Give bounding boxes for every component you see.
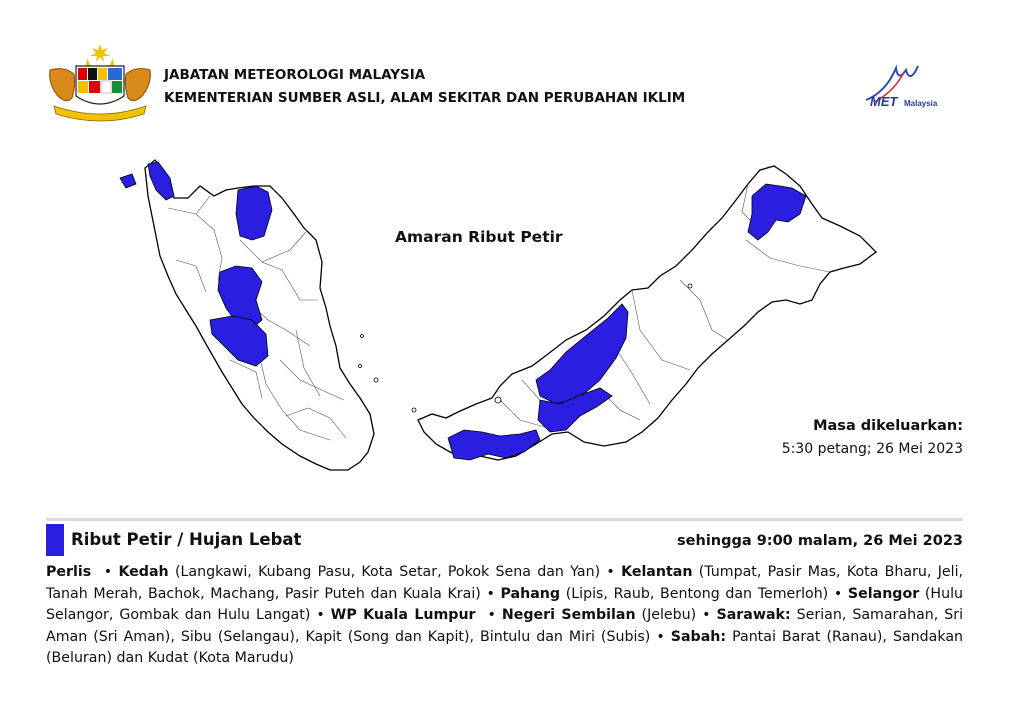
area-districts: Pantai Barat (Ranau), Sandakan (Beluran) dan Kudat (Kota Marudu): [46, 628, 964, 666]
svg-text:Malaysia: Malaysia: [904, 99, 938, 108]
area-state: Sarawak:: [716, 607, 791, 623]
svg-text:MET: MET: [870, 94, 898, 109]
area-districts: (Tumpat, Pasir Mas, Kota Bharu, Jeli, Tanah Merah, Bachok, Machang, Pasir Puteh dan Kuala Krai): [46, 564, 964, 602]
area-state: Negeri Sembilan: [501, 607, 636, 623]
affected-areas-text: Perlis • Kedah (Langkawi, Kubang Pasu, Kota Setar, Pokok Sena dan Yan) • Kelantan (Tumpat, Pasir Mas, Kota Bharu, Jeli, Tanah Merah, Bachok, Machang, Pasir Puteh dan Kuala Krai) • Pahang (Lipis, Raub, Bentong dan Temerloh) • Selangor (Hulu Selangor, Gombak dan Hulu Langat) • WP Kuala Lumpur • Negeri Sembilan (Jelebu) • Sarawak: Serian, Samarahan, Sri Aman (Sri Aman), Sibu (Selangau), Kapit (Song dan Kapit), Bintulu dan Miri (Subis) • Sabah: Pantai Barat (Ranau), Sandakan (Beluran) dan Kudat (Kota Marudu): [46, 564, 964, 666]
ministry-name: KEMENTERIAN SUMBER ASLI, ALAM SEKITAR DAN PERUBAHAN IKLIM: [164, 90, 686, 106]
area-state: WP Kuala Lumpur: [330, 607, 476, 623]
area-districts: Serian, Samarahan, Sri Aman (Sri Aman), Sibu (Selangau), Kapit (Song dan Kapit), Bintulu dan Miri (Subis): [46, 607, 964, 645]
issued-time: 5:30 petang; 26 Mei 2023: [781, 441, 963, 457]
area-state: Perlis: [46, 564, 92, 580]
legend-title: Ribut Petir / Hujan Lebat: [71, 530, 302, 549]
org-name: JABATAN METEOROLOGI MALAYSIA: [164, 67, 426, 83]
map-title: Amaran Ribut Petir: [395, 228, 563, 246]
section-divider: [46, 518, 963, 521]
area-state: Pahang: [500, 585, 561, 602]
borneo-malaysia: [418, 166, 876, 460]
area-state: Kelantan: [621, 564, 693, 580]
warned-area-perlis: [120, 174, 136, 188]
area-districts: (Lipis, Raub, Bentong dan Temerloh): [565, 585, 829, 602]
warning-color-swatch: [46, 524, 64, 556]
area-state: Selangor: [847, 585, 920, 602]
area-districts: (Langkawi, Kubang Pasu, Kota Setar, Pokok Sena dan Yan): [174, 564, 601, 580]
issued-label: Masa dikeluarkan:: [813, 418, 963, 434]
warned-area-sarawak-serian: [448, 430, 540, 460]
area-state: Sabah:: [670, 628, 727, 645]
area-districts: (Jelebu): [641, 607, 697, 623]
area-districts: (Hulu Selangor, Gombak dan Hulu Langat): [46, 585, 964, 623]
area-state: Kedah: [118, 564, 169, 580]
valid-until: sehingga 9:00 malam, 26 Mei 2023: [677, 533, 963, 549]
